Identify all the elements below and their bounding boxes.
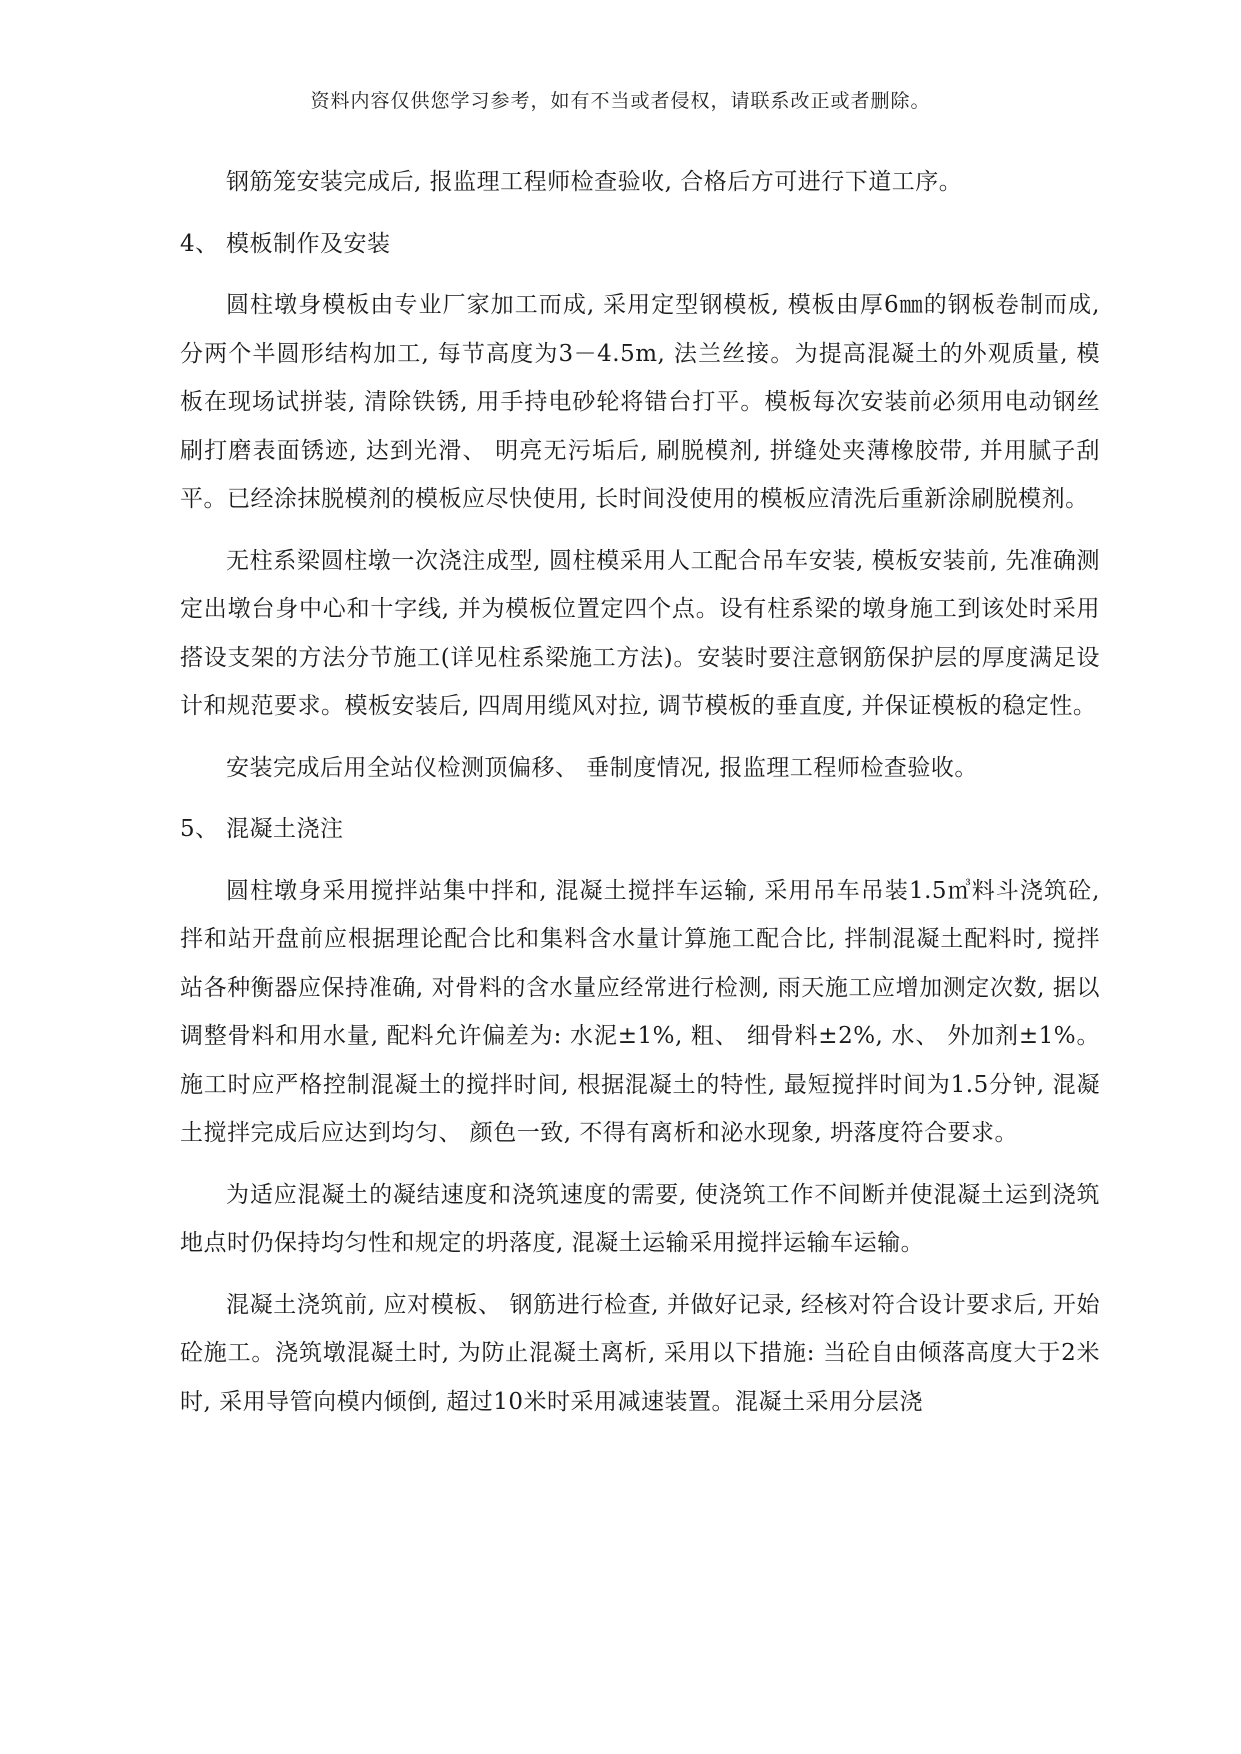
disclaimer-header: 资料内容仅供您学习参考，如有不当或者侵权，请联系改正或者删除。 xyxy=(310,90,931,112)
document-body xyxy=(180,158,1100,1439)
section-number: 5、 xyxy=(180,816,219,842)
section-heading xyxy=(180,220,1100,269)
paragraph: 安装完成后用全站仪检测顶偏移、 垂制度情况, 报监理工程师检查验收。 xyxy=(226,754,978,781)
paragraph: 圆柱墩身模板由专业厂家加工而成, 采用定型钢模板, 模板由厚6㎜的钢板卷制而成, 分两个半圆形结构加工, 每节高度为3－4.5m, 法兰丝接。为提高混凝土的外观质量, 模板在现场试拼装, 清除铁锈, 用手持电砂轮将错台打平。模板每次安装前必须用电动钢丝刷打磨表面锈迹, 达到光滑、 明亮无污垢后, 刷脱模剂, 拼缝处夹薄橡胶带, 并用腻子刮平。已经涂抹脱模剂的模板应尽快使用, 长时间没使用的模板应清洗后重新涂刷脱模剂。 xyxy=(180,292,1100,512)
section-title: 混凝土浇注 xyxy=(226,816,344,842)
section-title: 模板制作及安装 xyxy=(226,230,391,257)
section-number: 4、 xyxy=(180,230,219,257)
paragraph: 混凝土浇筑前, 应对模板、 钢筋进行检查, 并做好记录, 经核对符合设计要求后, 开始砼施工。浇筑墩混凝土时, 为防止混凝土离析, 采用以下措施: 当砼自由倾落高度大于2米时, 采用导管向模内倾倒, 超过10米时采用减速装置。混凝土采用分层浇 xyxy=(180,1291,1100,1415)
paragraph: 为适应混凝土的凝结速度和浇筑速度的需要, 使浇筑工作不间断并使混凝土运到浇筑地点时仍保持均匀性和规定的坍落度, 混凝土运输采用搅拌运输车运输。 xyxy=(180,1181,1100,1256)
paragraph: 钢筋笼安装完成后, 报监理工程师检查验收, 合格后方可进行下道工序。 xyxy=(226,169,963,195)
section-heading xyxy=(180,805,1100,854)
paragraph: 无柱系梁圆柱墩一次浇注成型, 圆柱模采用人工配合吊车安装, 模板安装前, 先准确测定出墩台身中心和十字线, 并为模板位置定四个点。设有柱系梁的墩身施工到该处时采用搭设支架的方法分节施工(详见柱系梁施工方法)。安装时要注意钢筋保护层的厚度满足设计和规范要求。模板安装后, 四周用缆风对拉, 调节模板的垂直度, 并保证模板的稳定性。 xyxy=(180,547,1100,719)
paragraph: 圆柱墩身采用搅拌站集中拌和, 混凝土搅拌车运输, 采用吊车吊装1.5㎥料斗浇筑砼, 拌和站开盘前应根据理论配合比和集料含水量计算施工配合比, 拌制混凝土配料时, 搅拌站各种衡器应保持准确, 对骨料的含水量应经常进行检测, 雨天施工应增加测定次数, 据以调整骨料和用水量, 配料允许偏差为: 水泥±1%, 粗、 细骨料±2%, 水、 外加剂±1%。施工时应严格控制混凝土的搅拌时间, 根据混凝土的特性, 最短搅拌时间为1.5分钟, 混凝土搅拌完成后应达到均匀、 颜色一致, 不得有离析和泌水现象, 坍落度符合要求。 xyxy=(180,877,1100,1146)
